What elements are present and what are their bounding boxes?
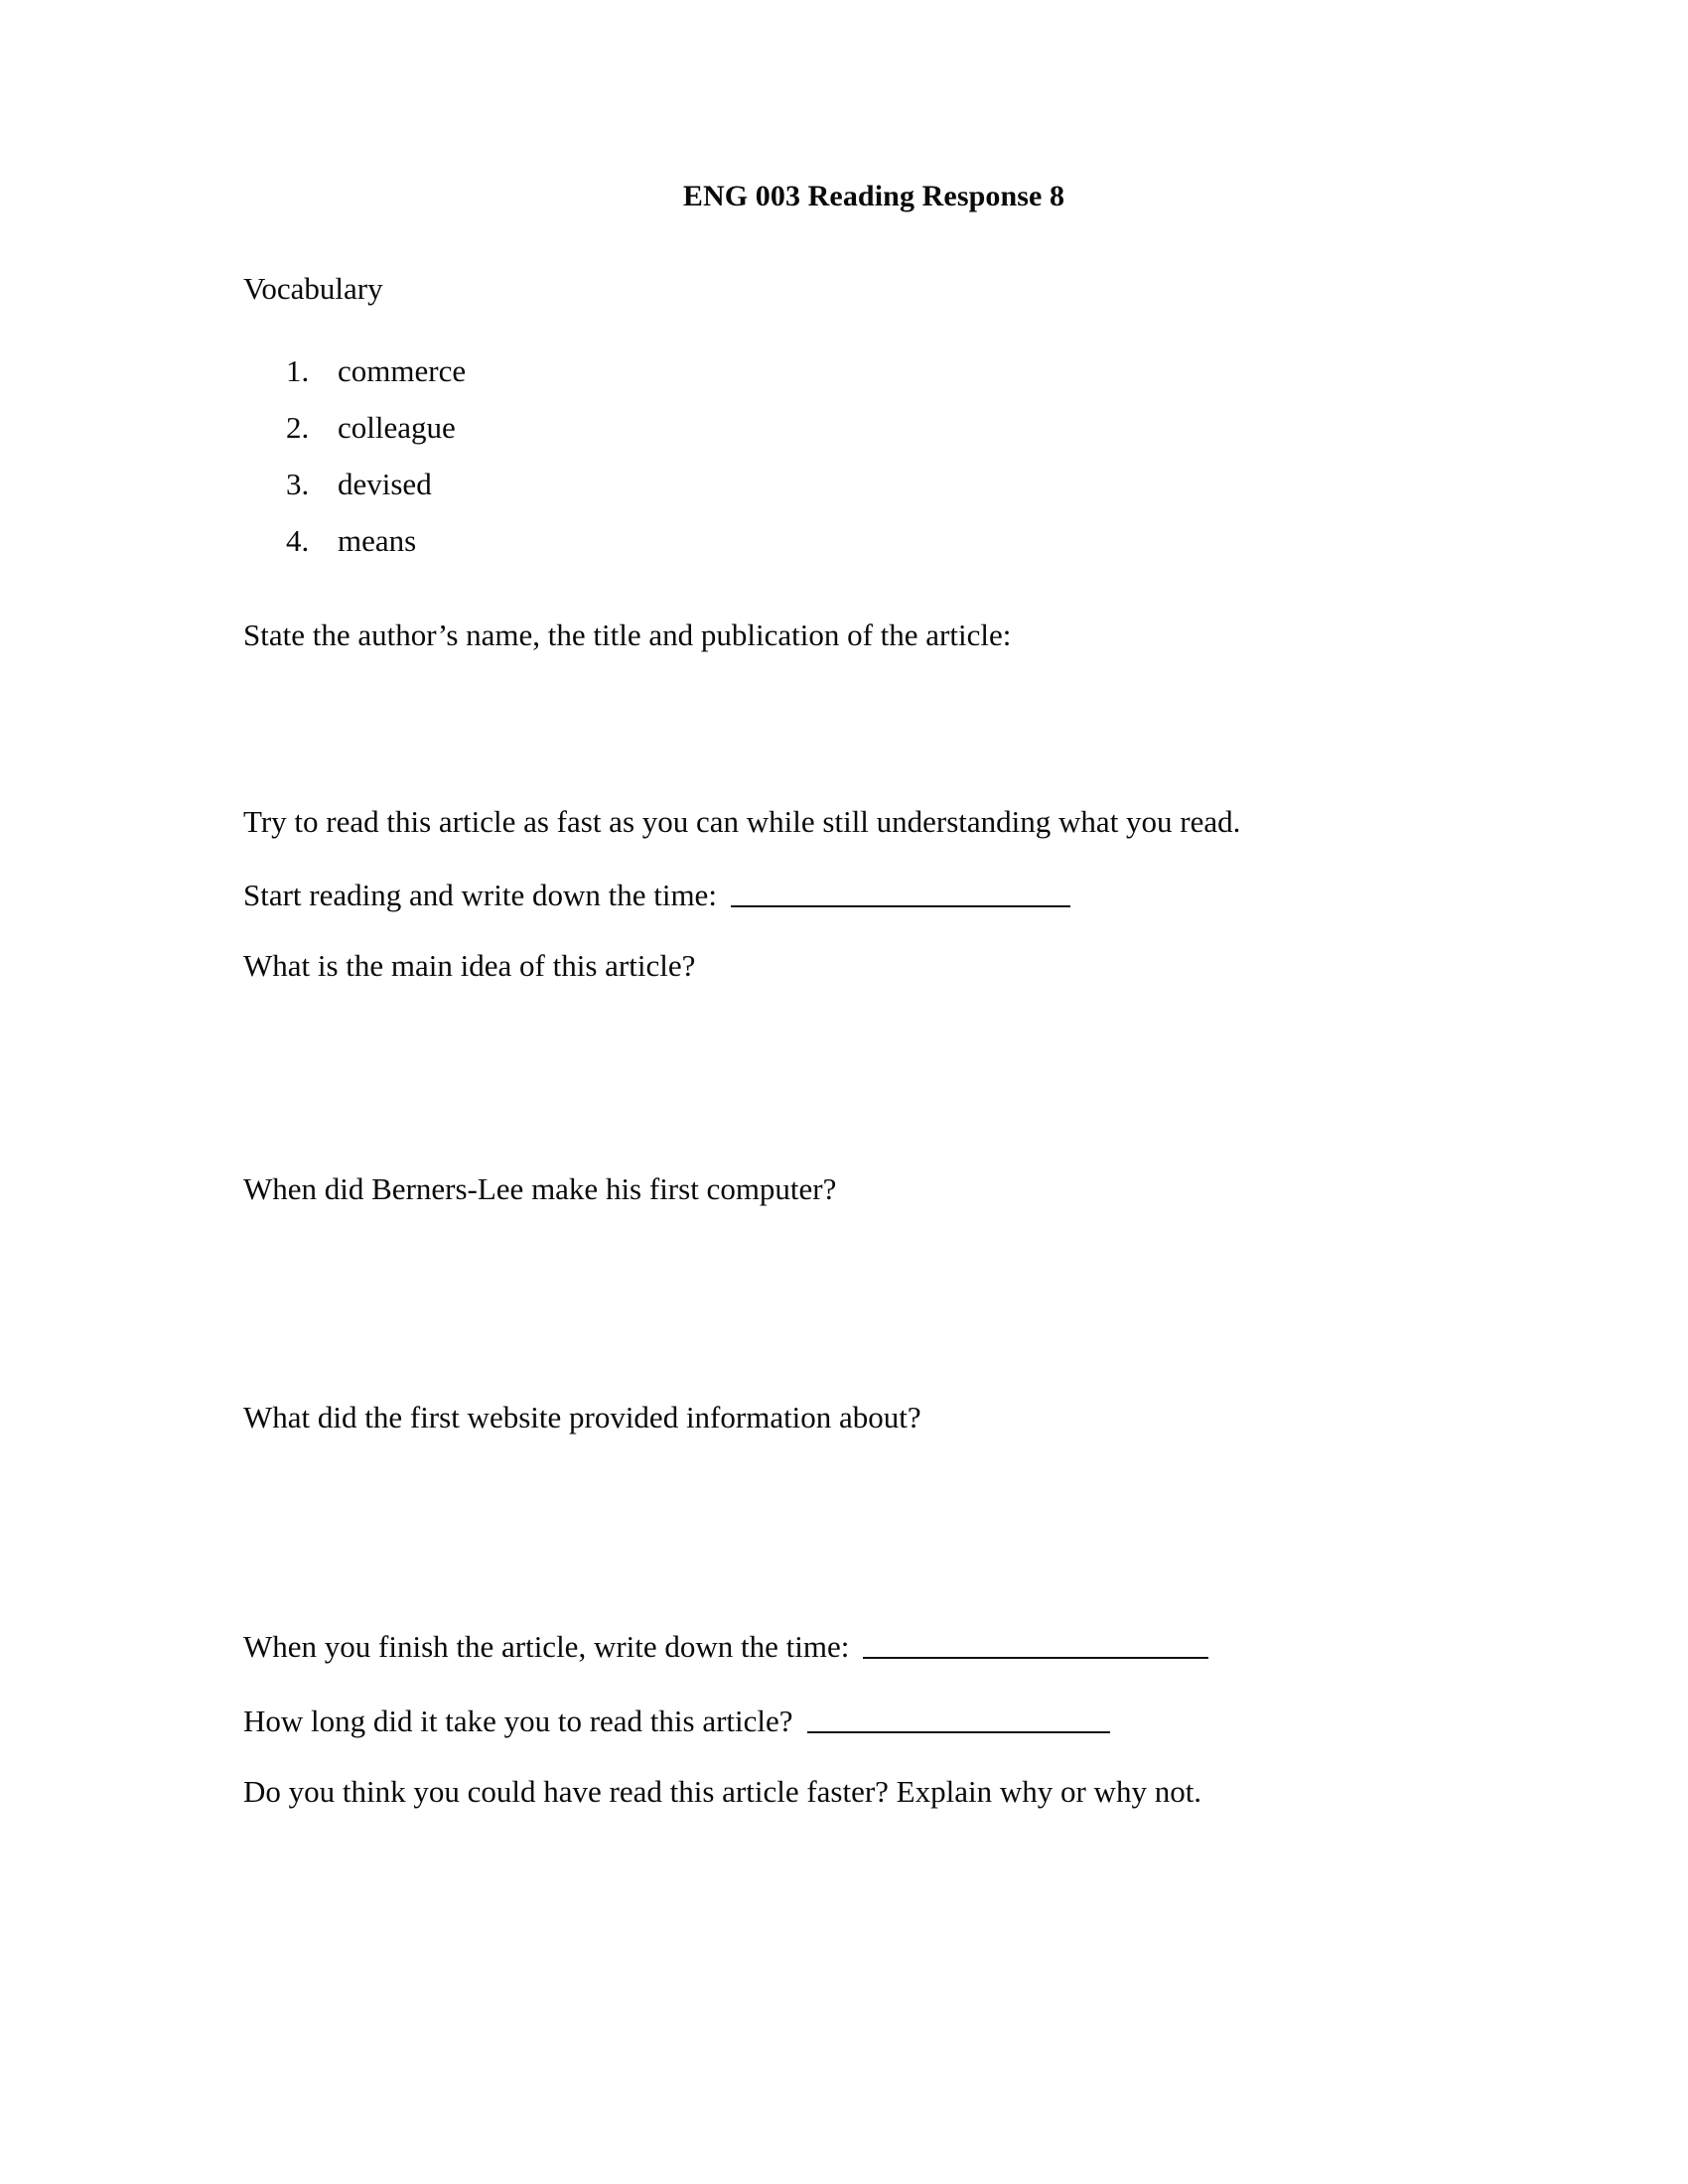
- start-time-label: Start reading and write down the time:: [243, 877, 717, 912]
- start-time-blank[interactable]: [731, 874, 1070, 907]
- list-item: [286, 399, 466, 456]
- start-time-row: [243, 874, 1070, 912]
- list-item-label: commerce: [338, 353, 467, 388]
- vocabulary-list: [286, 342, 466, 569]
- prompt-author-publication: State the author’s name, the title and publication of the article:: [243, 617, 1012, 652]
- list-item-label: colleague: [338, 410, 456, 445]
- list-item-number: 4.: [286, 523, 310, 558]
- list-item-label: means: [338, 523, 417, 558]
- list-item: [286, 512, 466, 569]
- question-first-website-information: What did the first website provided information about?: [243, 1400, 921, 1434]
- list-item-number: 2.: [286, 410, 310, 445]
- list-item: [286, 342, 466, 399]
- list-item-number: 3.: [286, 467, 310, 501]
- list-item-label: devised: [338, 467, 432, 501]
- page-title: ENG 003 Reading Response 8: [682, 180, 1065, 212]
- finish-time-blank[interactable]: [863, 1625, 1208, 1659]
- list-item-number: 1.: [286, 353, 310, 388]
- how-long-blank[interactable]: [807, 1700, 1110, 1733]
- finish-time-label: When you finish the article, write down the time:: [243, 1628, 850, 1664]
- question-main-idea: What is the main idea of this article?: [243, 948, 696, 983]
- how-long-label: How long did it take you to read this article?: [243, 1703, 793, 1738]
- question-berners-lee-first-computer: When did Berners-Lee make his first computer?: [243, 1171, 837, 1206]
- question-read-faster-explain: Do you think you could have read this article faster? Explain why or why not.: [243, 1774, 1202, 1809]
- list-item: [286, 456, 466, 512]
- finish-time-row: [243, 1625, 1208, 1664]
- instruction-read-fast: Try to read this article as fast as you can while still understanding what you read.: [243, 804, 1241, 839]
- how-long-row: [243, 1700, 1110, 1738]
- vocabulary-heading: Vocabulary: [243, 271, 383, 306]
